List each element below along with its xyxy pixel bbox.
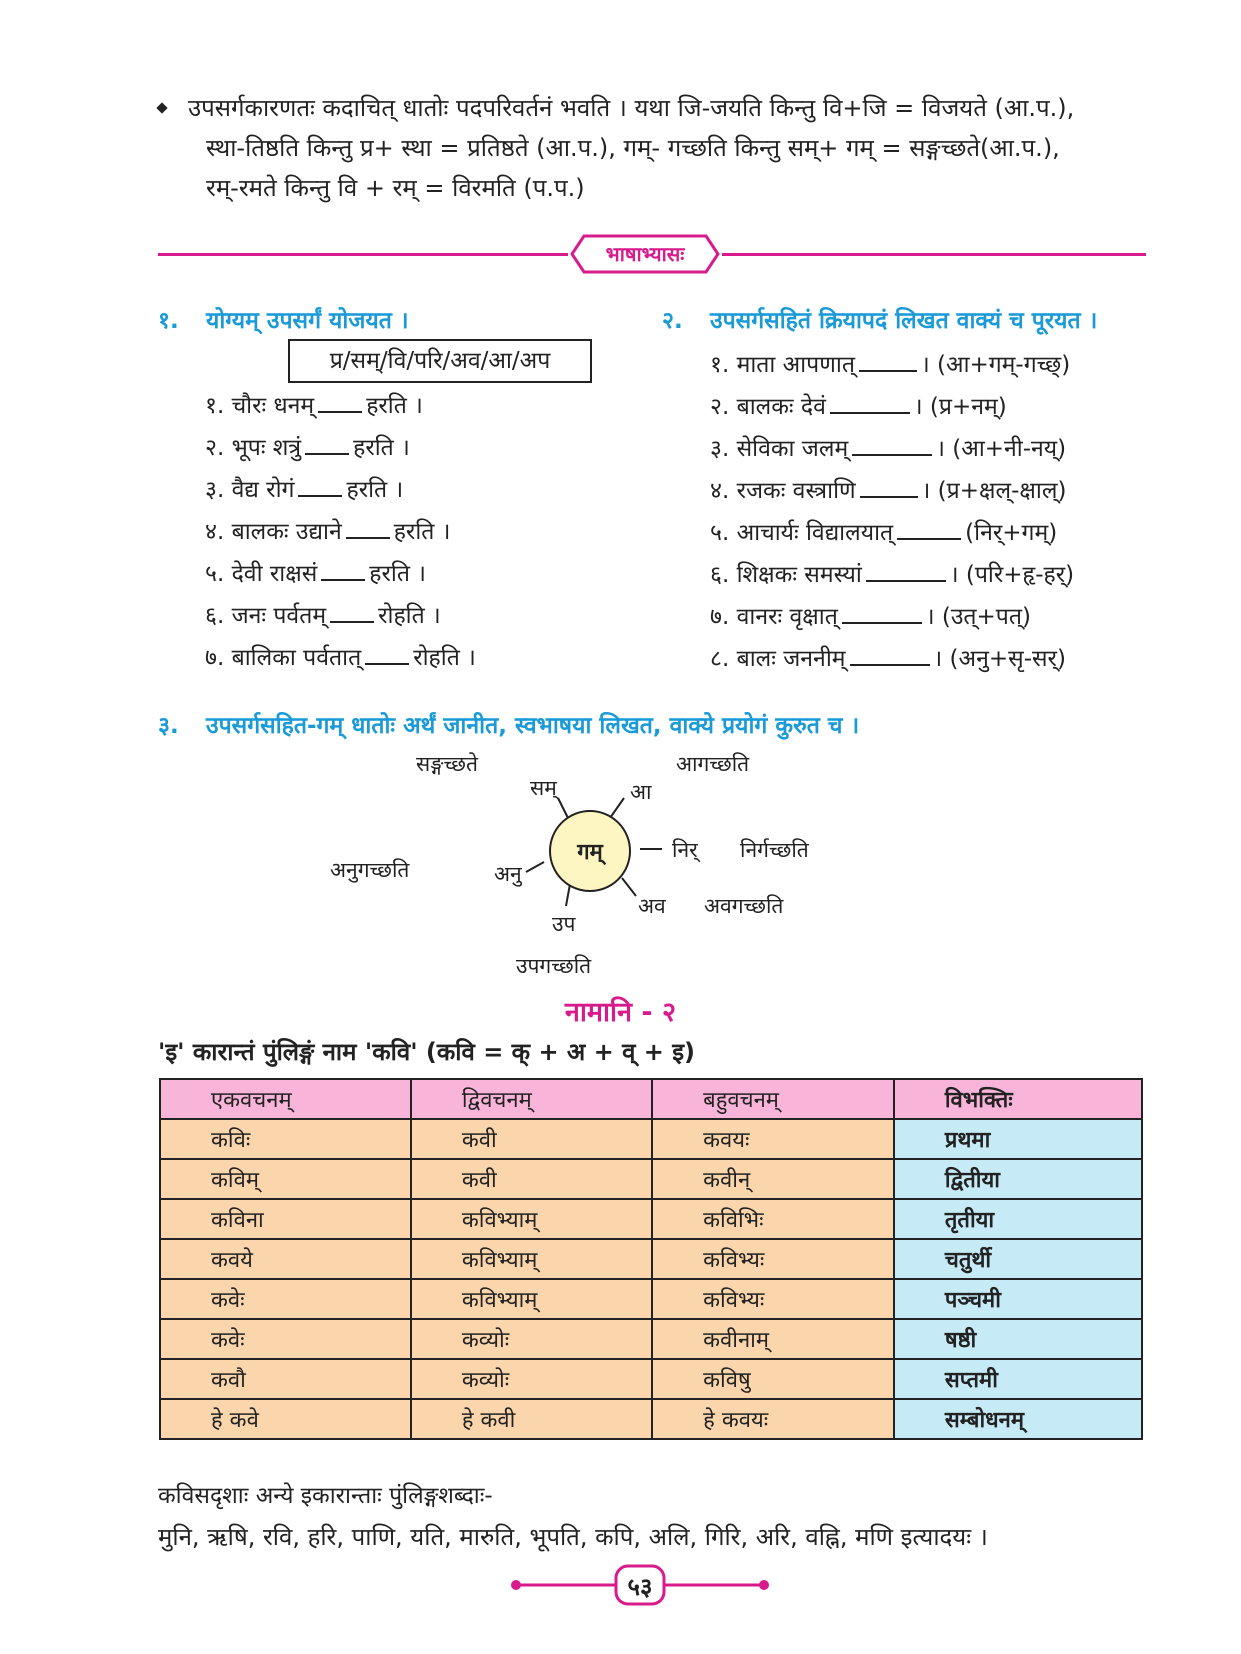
section-rule-right — [722, 253, 1146, 256]
prefix-sam: सम् — [530, 776, 557, 800]
q1-item: ६. जनः पर्वतम् रोहति । — [205, 595, 476, 637]
page-number: ५३ — [627, 1573, 653, 1601]
answer-blank[interactable] — [852, 430, 932, 456]
similar-words-label: कविसदृशाः अन्ये इकारान्ताः पुंलिङ्गशब्दाः- — [158, 1483, 493, 1509]
section-tag-label: भाषाभ्यासः — [605, 242, 685, 266]
q1-item: ४. बालकः उद्याने हरति । — [205, 511, 476, 553]
intro-line-1: उपसर्गकारणतः कदाचित् धातोः पदपरिवर्तनं भवति । यथा जि-जयति किन्तु वि+जि = विजयते (आ.प.), — [158, 88, 1148, 128]
answer-blank[interactable] — [860, 472, 918, 498]
q1-heading — [158, 303, 409, 335]
bullet-icon — [156, 102, 167, 113]
q2-item: ६. शिक्षकः समस्यां । (परि+हृ-हर्) — [710, 554, 1074, 596]
naamani-title: नामानि - २ — [564, 997, 677, 1028]
table-row: कवये कविभ्याम् कविभ्यः चतुर्थी — [160, 1239, 1142, 1279]
word-aagachchhati: आगच्छति — [676, 752, 750, 776]
q2-item: ७. वानरः वृक्षात् । (उत्+पत्) — [710, 596, 1074, 638]
q2-item: २. बालकः देवं । (प्र+नम्) — [710, 386, 1074, 428]
naamani-subtitle: 'इ' कारान्तं पुंलिङ्गं नाम 'कवि' (कवि = क् + अ + व् + इ) — [158, 1038, 696, 1066]
col-dvivachanam: द्विवचनम् — [411, 1079, 652, 1119]
table-row: कवेः कविभ्याम् कविभ्यः पञ्चमी — [160, 1279, 1142, 1319]
q1-item: ३. वैद्य रोगं हरति । — [205, 469, 476, 511]
answer-blank[interactable] — [305, 429, 349, 455]
word-sangachchhate: सङ्गच्छते — [416, 752, 478, 776]
word-upagachchhati: उपगच्छति — [516, 954, 592, 978]
table-row: कविम् कवी कवीन् द्वितीया — [160, 1159, 1142, 1199]
q1-list — [205, 385, 476, 679]
q2-item: ४. रजकः वस्त्राणि । (प्र+क्षल्-क्षाल्) — [710, 470, 1074, 512]
answer-blank[interactable] — [321, 555, 365, 581]
answer-blank[interactable] — [850, 640, 930, 666]
prefix-upa: उप — [552, 912, 576, 936]
table-header-row — [160, 1079, 1142, 1119]
spoke-line — [558, 798, 568, 818]
intro-line-3: रम्-रमते किन्तु वि + रम् = विरमति (प.प.) — [206, 174, 585, 202]
answer-blank[interactable] — [298, 471, 342, 497]
q3-heading — [158, 708, 859, 740]
section-rule-left — [158, 253, 568, 256]
col-vibhakti: विभक्तिः — [894, 1079, 1142, 1119]
prefix-ava: अव — [638, 894, 666, 918]
section-tag — [570, 234, 720, 274]
q1-options-box: प्र/सम्/वि/परि/अव/आ/अप — [288, 339, 592, 383]
similar-words-list: मुनि, ऋषि, रवि, हरि, पाणि, यति, मारुति, भूपति, कपि, अलि, गिरि, अरि, वह्नि, मणि इत्यादयः । — [158, 1523, 988, 1551]
q2-item: १. माता आपणात् । (आ+गम्-गच्छ्) — [710, 344, 1074, 386]
q3-number: ३. — [158, 713, 179, 739]
spoke-line — [622, 878, 636, 896]
col-ekavachanam: एकवचनम् — [160, 1079, 411, 1119]
intro-paragraph — [158, 88, 1148, 208]
q3-title: उपसर्गसहित-गम् धातोः अर्थं जानीत, स्वभाषया लिखत, वाक्ये प्रयोगं कुरुत च । — [206, 713, 860, 739]
table-row: कविः कवी कवयः प्रथमा — [160, 1119, 1142, 1159]
answer-blank[interactable] — [897, 514, 961, 540]
answer-blank[interactable] — [859, 346, 917, 372]
gam-diagram — [330, 740, 850, 990]
col-bahuvachanam: बहुवचनम् — [652, 1079, 894, 1119]
q1-item: ५. देवी राक्षसं हरति । — [205, 553, 476, 595]
prefix-nir: निर् — [672, 838, 698, 862]
answer-blank[interactable] — [318, 387, 362, 413]
answer-blank[interactable] — [830, 388, 910, 414]
q1-number: १. — [158, 308, 179, 334]
q2-item: ८. बालः जननीम् । (अनु+सृ-सर्) — [710, 638, 1074, 680]
q1-title: योग्यम् उपसर्गं योजयत । — [206, 308, 409, 334]
table-row: कवेः कव्योः कवीनाम् षष्ठी — [160, 1319, 1142, 1359]
gam-center-label: गम् — [577, 840, 603, 865]
q2-title: उपसर्गसहितं क्रियापदं लिखत वाक्यं च पूरयत । — [710, 308, 1098, 334]
answer-blank[interactable] — [365, 639, 409, 665]
q2-number: २. — [662, 308, 683, 334]
q2-list — [710, 344, 1074, 680]
spoke-line — [610, 798, 624, 818]
table-row: हे कवे हे कवी हे कवयः सम्बोधनम् — [160, 1399, 1142, 1439]
page-number-badge — [510, 1560, 770, 1610]
answer-blank[interactable] — [346, 513, 390, 539]
q1-item: १. चौरः धनम् हरति । — [205, 385, 476, 427]
intro-line-2: स्था-तिष्ठति किन्तु प्र+ स्था = प्रतिष्ठते (आ.प.), गम्- गच्छति किन्तु सम्+ गम् = सङ्गच्छते(आ.प.), — [206, 134, 1060, 162]
spoke-line — [566, 884, 570, 906]
q1-item: ७. बालिका पर्वतात् रोहति । — [205, 637, 476, 679]
q2-item: ३. सेविका जलम् । (आ+नी-नय्) — [710, 428, 1074, 470]
table-row: कविना कविभ्याम् कविभिः तृतीया — [160, 1199, 1142, 1239]
spoke-line — [526, 862, 544, 872]
table-row: कवौ कव्योः कविषु सप्तमी — [160, 1359, 1142, 1399]
answer-blank[interactable] — [866, 556, 946, 582]
answer-blank[interactable] — [842, 598, 922, 624]
q2-item: ५. आचार्यः विद्यालयात् (निर्+गम्) — [710, 512, 1074, 554]
prefix-aa: आ — [630, 780, 652, 804]
answer-blank[interactable] — [330, 597, 374, 623]
prefix-anu: अनु — [494, 862, 522, 886]
declension-table — [159, 1078, 1143, 1440]
word-nirgachchhati: निर्गच्छति — [740, 838, 809, 862]
word-anugachchhati: अनुगच्छति — [330, 858, 410, 882]
q1-item: २. भूपः शत्रुं हरति । — [205, 427, 476, 469]
word-avagachchhati: अवगच्छति — [704, 894, 784, 918]
q2-heading — [662, 303, 1097, 335]
